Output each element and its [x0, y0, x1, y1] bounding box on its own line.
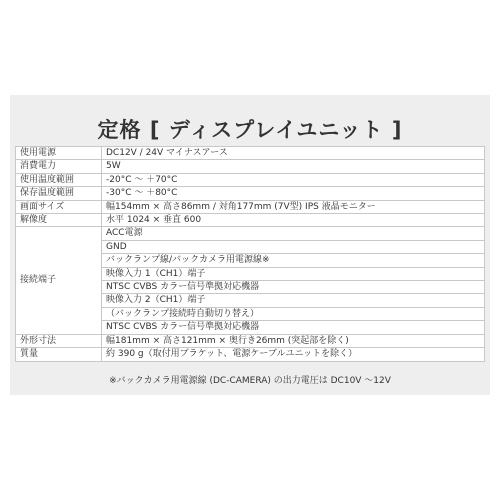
- row-value-list: [102, 227, 485, 334]
- spec-row-resolution: [16, 214, 485, 227]
- spec-row-connectors: [16, 227, 485, 334]
- row-label: 使用電源: [16, 147, 102, 160]
- row-value: -20°C 〜 ＋70°C: [102, 173, 485, 186]
- spec-row-power-supply: [16, 147, 485, 160]
- row-value: DC12V / 24V マイナスアース: [102, 147, 485, 160]
- connector-item: NTSC CVBS カラー信号準拠対応機器: [102, 280, 484, 293]
- spec-table: [15, 146, 485, 362]
- connector-item: 映像入力 1（CH1）端子: [102, 267, 484, 280]
- connector-item: ACC電源: [106, 228, 143, 239]
- spec-row-power-consumption: [16, 160, 485, 173]
- row-label: 接続端子: [16, 227, 102, 334]
- row-label: 保存温度範囲: [16, 187, 102, 200]
- connector-item: NTSC CVBS カラー信号準拠対応機器: [102, 320, 484, 333]
- row-value: 幅154mm × 高さ86mm / 対角177mm (7V型) IPS 液晶モニター: [102, 200, 485, 213]
- row-label: 解像度: [16, 214, 102, 227]
- spec-row-dimensions: [16, 334, 485, 347]
- spec-row-weight: [16, 348, 485, 361]
- row-value: 水平 1024 × 垂直 600: [102, 214, 485, 227]
- row-label: 画面サイズ: [16, 200, 102, 213]
- connector-item: バックランプ線/バックカメラ用電源線※: [102, 253, 484, 266]
- spec-row-storage-temp: [16, 187, 485, 200]
- row-value: 幅181mm × 高さ121mm × 奥行き26mm (突起部を除く): [102, 334, 485, 347]
- spec-row-operating-temp: [16, 173, 485, 186]
- row-label: 使用温度範囲: [16, 173, 102, 186]
- row-label: 質量: [16, 348, 102, 361]
- connector-item: 映像入力 2（CH1）端子: [102, 293, 484, 306]
- footnote: ※バックカメラ用電源線 (DC-CAMERA) の出力電圧は DC10V 〜12V: [109, 376, 391, 386]
- row-value: 5W: [102, 160, 485, 173]
- row-value: 約 390 g（取付用ブラケット、電源ケーブルユニットを除く）: [102, 348, 485, 361]
- spec-title: 定格 [ ディスプレイユニット ]: [97, 118, 403, 142]
- connector-item: （バックランプ接続時自動切り替え）: [102, 307, 484, 320]
- row-value: -30°C 〜 ＋80°C: [102, 187, 485, 200]
- spec-row-screen-size: [16, 200, 485, 213]
- row-label: 消費電力: [16, 160, 102, 173]
- connector-item: GND: [102, 240, 484, 253]
- row-label: 外形寸法: [16, 334, 102, 347]
